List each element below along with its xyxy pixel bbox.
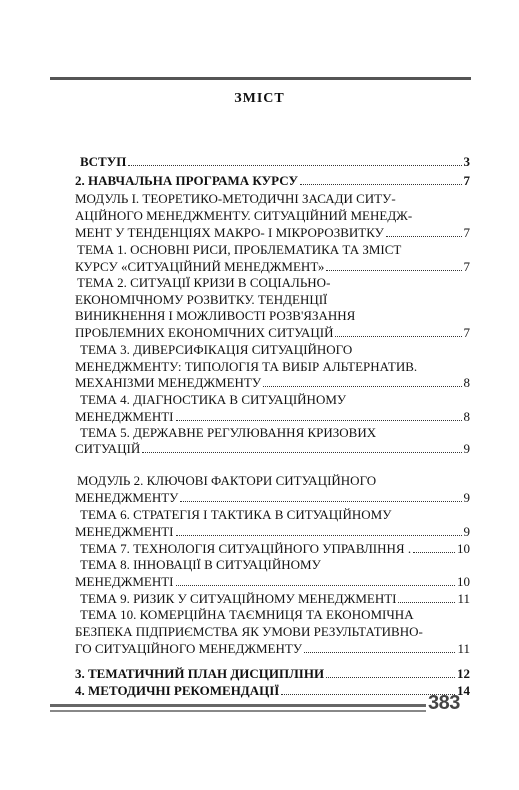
toc-entry-page: 10 xyxy=(457,541,470,556)
toc-entry xyxy=(75,258,470,275)
toc-entry xyxy=(75,358,470,375)
toc-entry-title: МЕХАНІЗМИ МЕНЕДЖМЕНТУ xyxy=(75,375,262,390)
toc-entry xyxy=(75,207,470,224)
toc-entry xyxy=(80,606,470,623)
toc-entry-page: 11 xyxy=(457,591,470,606)
toc-entry-title: МЕНЕДЖМЕНТІ xyxy=(75,409,174,424)
toc-entry xyxy=(80,391,470,408)
toc-leader-dots xyxy=(304,640,455,653)
toc-entry xyxy=(80,153,470,170)
toc-leader-dots xyxy=(326,665,455,678)
toc-entry-page: 3 xyxy=(463,154,470,169)
toc-entry xyxy=(80,556,470,573)
page-number: 383 xyxy=(428,692,460,714)
toc-entry-title: ТЕМА 4. ДІАГНОСТИКА В СИТУАЦІЙНОМУ xyxy=(80,392,347,407)
toc-entry-title: 2. НАВЧАЛЬНА ПРОГРАМА КУРСУ xyxy=(75,173,298,188)
toc-entry xyxy=(75,307,470,324)
toc-entry xyxy=(75,374,470,391)
toc-entry-title: ТЕМА 2. СИТУАЦІЇ КРИЗИ В СОЦІАЛЬНО- xyxy=(77,275,331,290)
toc-entry-title: ГО СИТУАЦІЙНОГО МЕНЕДЖМЕНТУ xyxy=(75,641,303,656)
bottom-rule xyxy=(50,704,426,707)
toc-entry-title: ТЕМА 10. КОМЕРЦІЙНА ТАЄМНИЦЯ ТА ЕКОНОМІЧНА xyxy=(80,607,414,622)
toc-entry-title: 4. МЕТОДИЧНІ РЕКОМЕНДАЦІЇ xyxy=(75,683,280,698)
page-title: ЗМІСТ xyxy=(234,91,285,106)
toc-entry xyxy=(75,523,470,540)
toc-entry-page: 9 xyxy=(463,441,470,456)
toc-entry-page: 9 xyxy=(463,524,470,539)
toc-entry xyxy=(75,623,470,640)
toc-leader-dots xyxy=(142,440,461,453)
toc-entry-title: 3. ТЕМАТИЧНИЙ ПЛАН ДИСЦИПЛІНИ xyxy=(75,666,325,681)
toc-entry xyxy=(77,241,470,258)
toc-entry-title: ПРОБЛЕМНИХ ЕКОНОМІЧНИХ СИТУАЦІЙ xyxy=(75,325,334,340)
toc-entry xyxy=(75,224,470,241)
toc-entry-title: ТЕМА 7. ТЕХНОЛОГІЯ СИТУАЦІЙНОГО УПРАВЛІННЯ . xyxy=(80,541,412,556)
toc-entry-title: МЕНЕДЖМЕНТУ: ТИПОЛОГІЯ ТА ВИБІР АЛЬТЕРНАТИВ. xyxy=(75,359,418,374)
toc-entry-title: МЕНЕДЖМЕНТІ xyxy=(75,524,174,539)
bottom-rule-thin xyxy=(50,710,426,712)
toc-entry-title: МЕНЕДЖМЕНТУ xyxy=(75,490,179,505)
toc-entry xyxy=(80,590,470,607)
toc-entry-title: ЕКОНОМІЧНОМУ РОЗВИТКУ. ТЕНДЕНЦІЇ xyxy=(75,292,328,307)
toc-entry-title: ТЕМА 6. СТРАТЕГІЯ І ТАКТИКА В СИТУАЦІЙНОМУ xyxy=(80,507,392,522)
toc-leader-dots xyxy=(413,540,455,553)
toc-entry xyxy=(75,665,470,682)
toc-entry xyxy=(75,440,470,457)
toc-entry-page: 14 xyxy=(457,683,470,698)
toc-entry-title: ВСТУП xyxy=(80,154,127,169)
toc-entry xyxy=(75,489,470,506)
toc-entry-title: ТЕМА 3. ДИВЕРСИФІКАЦІЯ СИТУАЦІЙНОГО xyxy=(80,342,353,357)
toc-entry xyxy=(75,291,470,308)
toc-leader-dots xyxy=(180,489,461,502)
toc-entry-page: 10 xyxy=(457,574,470,589)
toc-entry-page: 7 xyxy=(463,259,470,274)
toc-entry xyxy=(75,324,470,341)
toc-leader-dots xyxy=(128,153,461,166)
toc-leader-dots xyxy=(263,374,461,387)
toc-entry xyxy=(77,472,470,489)
toc-entry xyxy=(77,274,470,291)
toc-leader-dots xyxy=(176,523,462,536)
toc-leader-dots xyxy=(335,324,461,337)
toc-entry xyxy=(80,341,470,358)
toc-entry xyxy=(80,424,470,441)
toc-entry-title: БЕЗПЕКА ПІДПРИЄМСТВА ЯК УМОВИ РЕЗУЛЬТАТИВНО- xyxy=(75,624,423,639)
toc-entry-title: ВИНИКНЕННЯ І МОЖЛИВОСТІ РОЗВ'ЯЗАННЯ xyxy=(75,308,356,323)
toc-leader-dots xyxy=(398,590,455,603)
toc-entry-title: ТЕМА 1. ОСНОВНІ РИСИ, ПРОБЛЕМАТИКА ТА ЗМІСТ xyxy=(77,242,402,257)
toc-entry-title: СИТУАЦІЙ xyxy=(75,441,141,456)
toc-entry-page: 12 xyxy=(457,666,470,681)
toc-entry xyxy=(75,172,470,189)
toc-entry xyxy=(75,408,470,425)
toc-entry-title: ТЕМА 8. ІННОВАЦІЇ В СИТУАЦІЙНОМУ xyxy=(80,557,321,572)
toc-entry xyxy=(75,682,470,699)
toc-entry-page: 7 xyxy=(463,225,470,240)
toc-entry xyxy=(80,506,470,523)
toc-entry xyxy=(75,640,470,657)
toc-entry xyxy=(75,573,470,590)
toc-entry xyxy=(80,540,470,557)
toc-entry-page: 8 xyxy=(463,375,470,390)
toc-entry-title: ТЕМА 5. ДЕРЖАВНЕ РЕГУЛЮВАННЯ КРИЗОВИХ xyxy=(80,425,377,440)
toc-entry-title: МЕНТ У ТЕНДЕНЦІЯХ МАКРО- І МІКРОРОЗВИТКУ xyxy=(75,225,384,240)
toc-leader-dots xyxy=(386,224,462,237)
toc-entry-title: АЦІЙНОГО МЕНЕДЖМЕНТУ. СИТУАЦІЙНИЙ МЕНЕДЖ- xyxy=(75,208,413,223)
toc-entry-title: КУРСУ «СИТУАЦІЙНИЙ МЕНЕДЖМЕНТ» xyxy=(75,259,325,274)
toc-entry-title: МОДУЛЬ I. ТЕОРЕТИКО-МЕТОДИЧНІ ЗАСАДИ СИТУ- xyxy=(75,191,396,206)
toc-entry-page: 7 xyxy=(463,173,470,188)
toc-entry-page: 7 xyxy=(463,325,470,340)
toc-leader-dots xyxy=(176,573,455,586)
toc-leader-dots xyxy=(300,172,462,185)
toc-leader-dots xyxy=(326,258,461,271)
toc-entry-title: МОДУЛЬ 2. КЛЮЧОВІ ФАКТОРИ СИТУАЦІЙНОГО xyxy=(77,473,377,488)
toc-entry xyxy=(75,190,470,207)
toc-entry-title: ТЕМА 9. РИЗИК У СИТУАЦІЙНОМУ МЕНЕДЖМЕНТІ xyxy=(80,591,397,606)
toc-entry-page: 8 xyxy=(463,409,470,424)
toc-leader-dots xyxy=(176,408,462,421)
toc-entry-page: 9 xyxy=(463,490,470,505)
toc-entry-title: МЕНЕДЖМЕНТІ xyxy=(75,574,174,589)
toc-entry-page: 11 xyxy=(457,641,470,656)
